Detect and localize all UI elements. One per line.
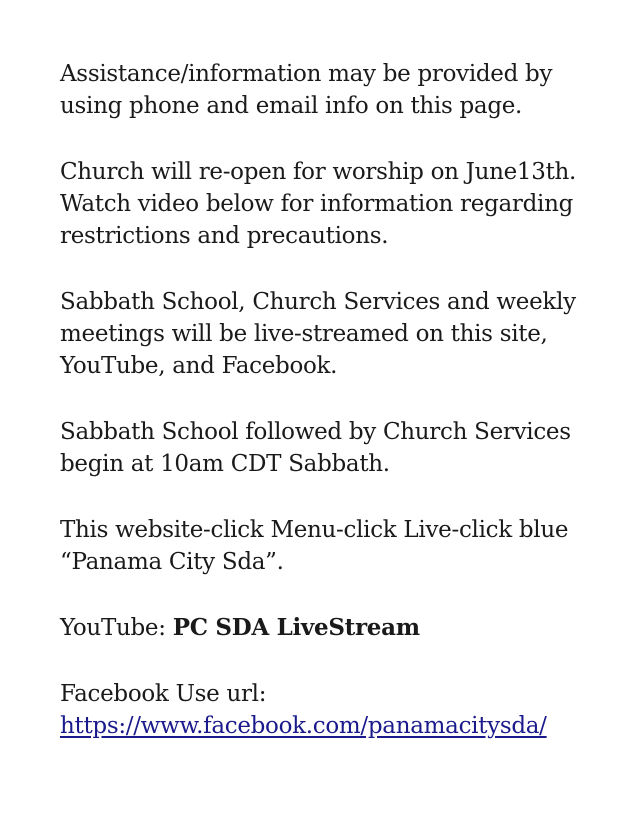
website-line-2: “Panama City Sda”.: [60, 549, 284, 575]
assistance-line-2: using phone and email info on this page.: [60, 93, 523, 119]
assistance-paragraph: [60, 58, 620, 122]
schedule-paragraph: [60, 416, 620, 480]
schedule-line-1: Sabbath School followed by Church Services: [60, 419, 571, 445]
facebook-url-link[interactable]: https://www.facebook.com/panamacitysda/: [60, 713, 547, 739]
reopen-line-2: Watch video below for information regarding: [60, 191, 574, 217]
website-line-1: This website-click Menu-click Live-click blue: [60, 517, 569, 543]
reopen-line-1: Church will re-open for worship on June13th.: [60, 159, 577, 185]
reopen-line-3: restrictions and precautions.: [60, 223, 389, 249]
youtube-line: [60, 612, 620, 644]
facebook-label: Facebook Use url:: [60, 681, 267, 707]
youtube-paragraph: [60, 612, 620, 644]
livestream-line-3: YouTube, and Facebook.: [60, 353, 338, 379]
schedule-line-2: begin at 10am CDT Sabbath.: [60, 451, 390, 477]
youtube-prefix: YouTube:: [60, 615, 173, 641]
livestream-line-1: Sabbath School, Church Services and weekly: [60, 289, 576, 315]
announcement-document: [60, 58, 620, 776]
facebook-paragraph: [60, 678, 620, 742]
youtube-channel-name: PC SDA LiveStream: [172, 614, 420, 641]
reopen-paragraph: [60, 156, 620, 252]
website-paragraph: [60, 514, 620, 578]
livestream-paragraph: [60, 286, 620, 382]
livestream-line-2: meetings will be live-streamed on this site,: [60, 321, 548, 347]
assistance-line-1: Assistance/information may be provided by: [60, 61, 553, 87]
